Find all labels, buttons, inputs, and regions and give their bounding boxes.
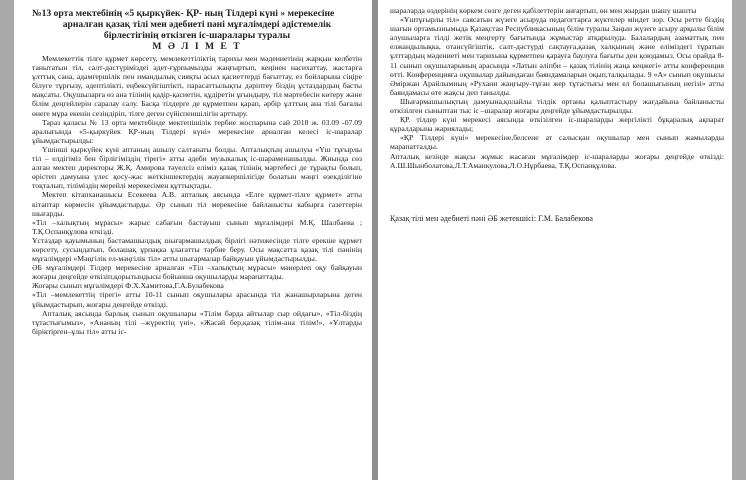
paragraph: «Тіл –мемлекеттің тірегі» атты 10-11 сынып оқушылары арасында тіл жанашырларына деген ұйымдастырып, жоғары деңгейде өткізді.: [32, 290, 362, 309]
paragraph: «Тіл –халықтың мұрасы» жарыс сабағын бастауыш сынып мұғалімдері М.Қ. Шалбаева ; Т.Қ.Оспанқұлова өткізді.: [32, 217, 362, 236]
heading-line-3: бірлестігінің өткізген іс-шаралары туралы: [103, 30, 291, 41]
paragraph: Шығармашылықтың дамуына,қолайлы тілдік ортаны қалыптастыру жағдайына байланысты өткізілген сыныптан тыс іс –шаралар жоғары деңгейде ұйымдастырылды.: [390, 96, 724, 116]
page-right: [378, 0, 732, 480]
paragraph: ҚР. тілдер күні мерекесі аясында өткізілген іс-шараларды жергілікті бұқаралық ақпарат құралдарына жариялады;: [390, 115, 724, 134]
paragraph: Апталық аясында барлық сынып оқушылары «Тілім бәрда айтылар сыр ойдағы», «Тіл-біздің тұтастығымыз», «Ананың тілі –жүректің үні», «Жасай бер,қазақ тілім-ана тілім!», «Ұлтарды біріктірген–ұлы тіл» атты іс-: [32, 308, 362, 336]
paragraph: Жоғары сынып мұғалімдері Ф.Х.Хамитова,Г.А.Булабекова: [32, 281, 224, 291]
paragraph: Мемлекеттік тілге құрмет көрсету, мемлекеттіліктің тарихы мен мәдениетінің жарқын келбетін танытатын тіл, салт-дәстүріміздеі әдет-ғұрпымызды жаңғыртып, кеңінен насихаттау, жастарға ұлттық сана, адамгершілік пен имандылық сияқты асыл қасиеттерді бағыттау, ез бойларына сіңіре білуге тұрғызу, әдептілікті, еңбексүйгіштікті, парасаттылықты дәріптеу біздің ұстаздардың басты мақсаты. Оқушыларға өз ана тілінің қадір-қасиетін, құдіретін ұғындыру, тіл мәртебесін көтеру және бiлiм деңгейлерiн саралау салу. Басқа тілдерге де құрметпен қарап, әрбір ұлттың ана тілі бағалы өнеге мұра екенін сезіндіріп, тілге деген сүйіспеншілігін арттыру.: [32, 54, 362, 118]
paragraph: Мектеп кітапханашысы Есекеева А.В. апталық аясында «Елге құрмет-тілге құрмет» атты кітаптар көрмесін ұйымдастырды. Әр сынып тіл мерекесіне байланысты кабырға газеттерін шығарды.: [32, 190, 362, 218]
page-left: [14, 0, 372, 480]
paragraph: Тараз қаласы № 13 орта мектебінде мектепішілік тербие жоспарына сай 2018 ж. 03.09 -07.09 аралығында «5-қыркүйек ҚР-ның Тілдері күні» мерекесіне арналған келесі іс-шаралар ұйымдастырылды:: [32, 117, 362, 145]
heading-line-2: арналған қазақ тілі мен әдебиеті пәні мұғалімдері әдістемелік: [62, 19, 332, 30]
paragraph: «Ұштұғырлы тіл» саясатын жүзеге асыруда педагогтарға жүктелер міндет зор. Осы ретте біздің шағын ортамызнымыда Қазақстан Республикасының білім туралы Заңын жүзеге асыру арқылы білім алушыларға тілді жетік меңгерту бағытында жұмыстар атқарылуда. Балалардың азаматтық пен елжандылықка, отансүйгіштік, салт-дәстүрді сақтауға,қазақ халқының және еліміздегі тұратын ұлттардың мәдениеті мен тарихына құрметпен қарауға баулуға бағыты ден қоюдамыз. Осы орайда 8-11 сынып оқушыларының арасында «Латын әліпби – қазақ тілінің жаңа кеңжегі» атты конференция өтті. Конференцияға оқушылар дайындаған баяндамаларын оқып,талқылады. 9 «А» сынып оқушысы Әміржан Арайлымның «Рухани жаңғыру-тұған жер тұтастығы мен ел болашығының негізі» атты баяндамасы өте жақсы деп танылды.: [390, 15, 724, 97]
document-title: М Ә Л І М Е Т: [152, 41, 242, 52]
signature-line: Қазақ тілі мен әдебиеті пәні ӘБ жетекшісі: Г.М. Балабекова: [390, 213, 593, 223]
paragraph: Үшінші қыркүйек күні аптаның ашылу салтанаты болды. Апталықтың ашылуы «Үш тұғырлы тіл – елдігіміз бен бірлігіміздің тірегі» атты әдеби музыкалық іс-шараменашылды. Жиында сөз алған мектеп директоры Ж.Қ. Амирова тәуелсіз еліміз қазақ тілінің мәртебесі де тұрақты болып, өрістеп дамуына үлес қосу-жас жеткіншектердің жауапкершілігіде болатын мәңгі өзекділігіне тоқталып, тіліміздің мерейлі мерекесімен құттықтады.: [32, 144, 362, 191]
document-heading: [32, 8, 362, 52]
heading-line-1: №13 орта мектебінің «5 қыркүйек- ҚР- ның Тілдері күні » мерекесіне: [32, 8, 335, 19]
paragraph: ӘБ мұғалімдері Тілдер мерекесіне арналған «Тіл –халықтың мұрасы» мәнерлеп оқу байқауын жоғары деңгейде өткізіп,қорытындысы бойынша оқушыларды марапаттады.: [32, 263, 362, 282]
paragraph: шараларда өздерінің көркем сөзге деген қабілеттерін анғартып, өн мен жырдан шашу шашты: [390, 6, 697, 15]
paragraph: Апталық кезінде жақсы жұмыс жасаған мұғалімдер іс-шараларды жоғары деңгейде өткізді: А.Ш.Шынболатова,Л.Т.Аманкулова,Л.О.Нұрбаева, Т.Қ.Оспанқұлова.: [390, 151, 724, 170]
paragraph: «ҚР Тілдері күні» мерекесіне,белсене ат салысқан оқушылар мен сынып жамыларды марапатталды.: [390, 133, 724, 152]
paragraph: Ұстаздар қауымының бастамашылдық шығармашылдық бірлігі нәтижесінде тілге ерекше құрмет көрсету, сусындатып, болашақ ұрпақка ұлағатты тәрбие беру. Осы мақсатта қазақ тілі пәнінің мұғалімдері «Мәңгілік ел-мәңгілік тіл» атты шығармалар байқауын ұйымдастырылды.: [32, 235, 362, 264]
